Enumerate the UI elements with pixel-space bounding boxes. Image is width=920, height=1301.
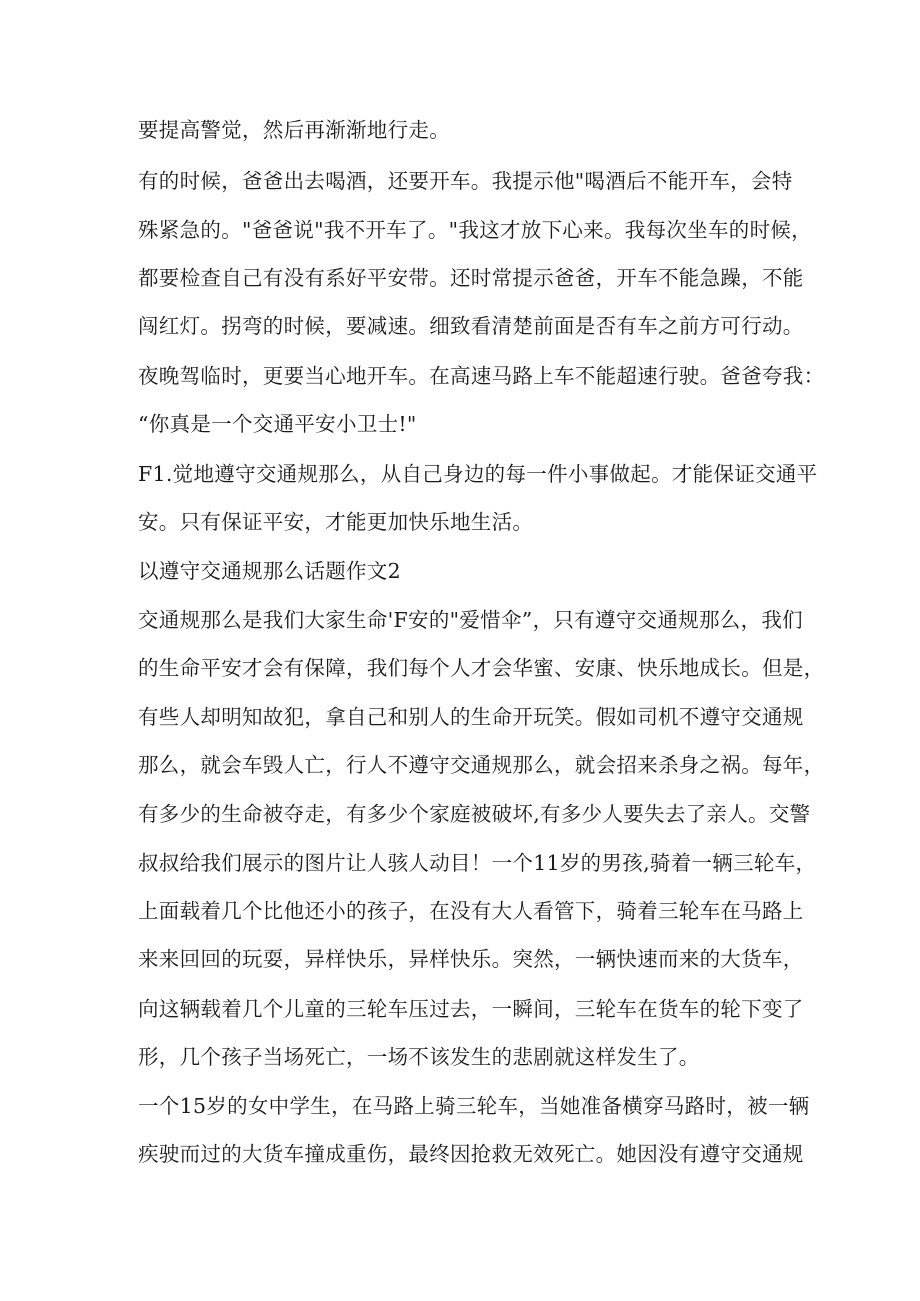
text-line: 要提高警觉，然后再渐渐地行走。 [138,118,450,142]
text-line: 安。只有保证平安，才能更加快乐地生活。 [138,510,534,534]
text-line: 有的时候，爸爸出去喝酒，还要开车。我提示他"喝酒后不能开车，会特 [138,169,793,193]
text-line: 形，几个孩子当场死亡，一场不该发生的悲剧就这样发生了。 [138,1045,700,1069]
text-line: 有多少的生命被夺走，有多少个家庭被破坏,有多少人要失去了亲人。交警 [138,802,811,826]
text-line: 那么，就会车毁人亡，行人不遵守交通规那么，就会招来杀身之祸。每年， [138,753,825,777]
text-line: F1.觉地遵守交通规那么，从自己身边的每一件小事做起。才能保证交通平 [138,462,818,486]
text-line: “你真是一个交通平安小卫士!" [138,412,417,436]
text-line: 疾驶而过的大货车撞成重伤，最终因抢救无效死亡。她因没有遵守交通规 [138,1142,804,1166]
text-line: 来来回回的玩耍，异样快乐，异样快乐。突然，一辆快速而来的大货车， [138,947,804,971]
text-line: 夜晚驾临时，更要当心地开车。在高速马路上车不能超速行驶。爸爸夸我： [138,364,825,388]
text-line: 有些人却明知故犯，拿自己和别人的生命开玩笑。假如司机不遵守交通规 [138,705,804,729]
text-line: 都要检查自己有没有系好平安带。还时常提示爸爸，开车不能急躁，不能 [138,266,804,290]
text-line: 的生命平安才会有保障，我们每个人才会华蜜、安康、快乐地成长。但是， [138,656,825,680]
text-line: 闯红灯。拐弯的时候，要减速。细致看清楚前面是否有车之前方可行动。 [138,314,804,338]
text-line: 交通规那么是我们大家生命'F安的"爱惜伞”，只有遵守交通规那么，我们 [138,608,803,632]
text-line: 殊紧急的。"爸爸说"我不开车了。"我这才放下心来。我每次坐车的时候， [138,218,812,242]
text-line: 一个15岁的女中学生，在马路上骑三轮车，当她准备横穿马路时，被一辆 [138,1094,810,1118]
text-line: 上面载着几个比他还小的孩子，在没有大人看管下，骑着三轮车在马路上 [138,899,804,923]
text-line: 向这辆载着几个儿童的三轮车压过去，一瞬间，三轮车在货车的轮下变了 [138,997,804,1021]
text-line: 叔叔给我们展示的图片让人骇人动目！一个11岁的男孩,骑着一辆三轮车， [138,851,817,875]
section-heading: 以遵守交通规那么话题作文2 [138,559,401,583]
